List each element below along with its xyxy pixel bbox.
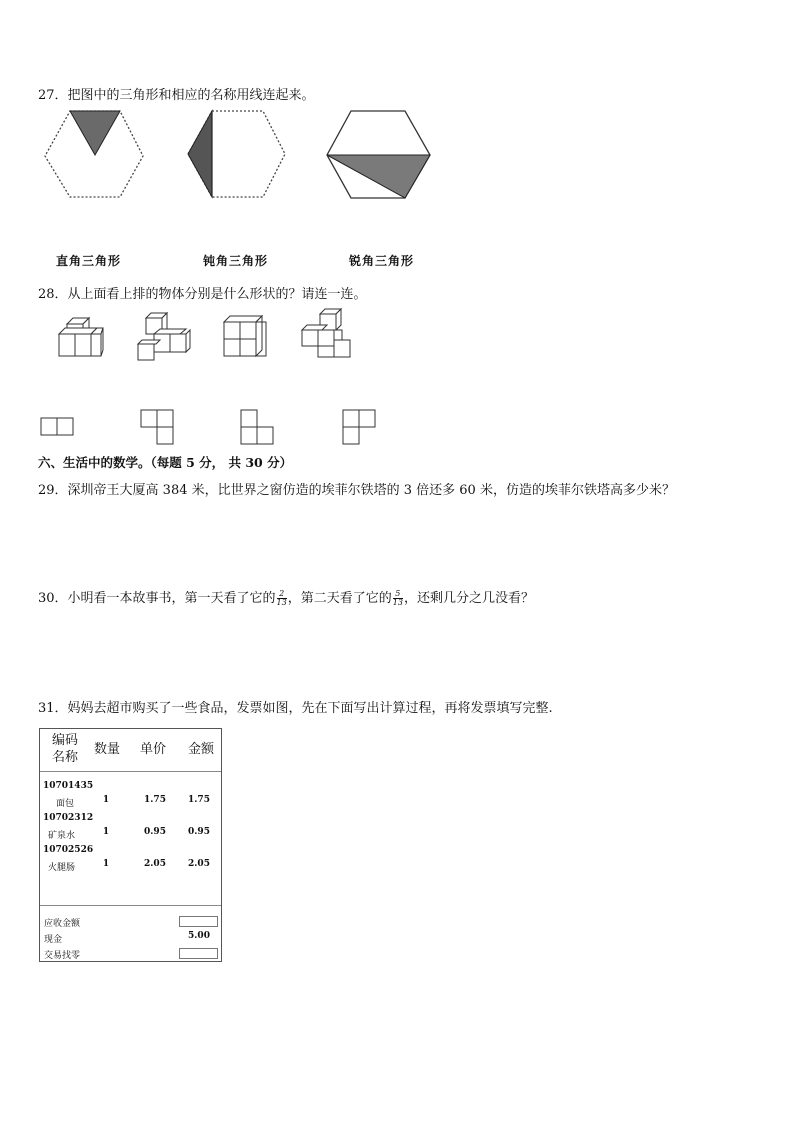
cube-object-4 [302,309,350,357]
top-view-3 [241,410,273,444]
receipt-header [40,729,221,772]
change-label: 交易找零 [44,951,81,961]
header-code-name: 编码 名称 [51,733,78,765]
cash-value: 5.00 [188,931,210,941]
item-name: 火腿肠 [48,863,76,873]
shaded-right-triangle [70,111,120,155]
top-view-1 [41,418,73,435]
item-code: 10701435 [43,781,94,791]
question-27: 27．把图中的三角形和相应的名称用线连起来。 [38,88,315,103]
cash-label: 现金 [44,935,63,945]
label-acute-triangle: 锐角三角形 [349,254,415,268]
receipt-divider [40,905,221,906]
item-amount: 2.05 [188,859,210,869]
top-view-4 [343,410,375,444]
question-30 [38,587,534,607]
top-view-2 [141,410,173,444]
item-name: 面包 [56,799,75,809]
item-qty: 1 [102,827,110,837]
item-price: 1.75 [144,795,166,805]
cube-object-3 [224,316,266,356]
question-31: 31．妈妈去超市购买了一些食品，发票如图，先在下面写出计算过程，再将发票填写完整. [38,701,553,716]
cube-object-1 [59,318,103,356]
receivable-label: 应收金额 [44,919,81,929]
q30-part3: ，还剩几分之几没看？ [403,591,534,606]
section-6-heading: 六、生活中的数学。（每题 5 分， 共 30 分） [38,455,293,470]
item-qty: 1 [102,795,110,805]
cube-object-2 [138,313,190,360]
item-price: 0.95 [144,827,166,837]
label-obtuse-triangle: 钝角三角形 [203,254,269,268]
question-28: 28．从上面看上排的物体分别是什么形状的？请连一连。 [38,287,367,302]
fraction-2-13: $\frac{2}{13}$ [276,589,287,607]
q30-part1: 30．小明看一本故事书，第一天看了它的 [38,591,276,606]
receipt [39,728,222,962]
item-amount: 1.75 [188,795,210,805]
item-code: 10702526 [43,845,94,855]
header-unit-price: 单价 [139,742,166,757]
header-amount: 金额 [187,742,214,757]
header-quantity: 数量 [93,742,120,757]
item-code: 10702312 [43,813,94,823]
item-qty: 1 [102,859,110,869]
item-price: 2.05 [144,859,166,869]
shaded-acute-triangle [327,155,430,198]
item-name: 矿泉水 [48,831,76,841]
q30-part2: ，第二天看了它的 [287,591,392,606]
question-29: 29．深圳帝王大厦高 384 米，比世界之窗仿造的埃菲尔铁塔的 3 倍还多 60 米，仿造的埃菲尔铁塔高多少米？ [38,483,675,498]
change-amount-field[interactable] [179,948,218,959]
label-right-triangle: 直角三角形 [56,254,122,268]
cube-views-figure [0,300,794,450]
shaded-obtuse-triangle [188,111,212,197]
receivable-amount-field[interactable] [179,916,218,927]
item-amount: 0.95 [188,827,210,837]
fraction-5-13: $\frac{5}{13}$ [392,589,403,607]
